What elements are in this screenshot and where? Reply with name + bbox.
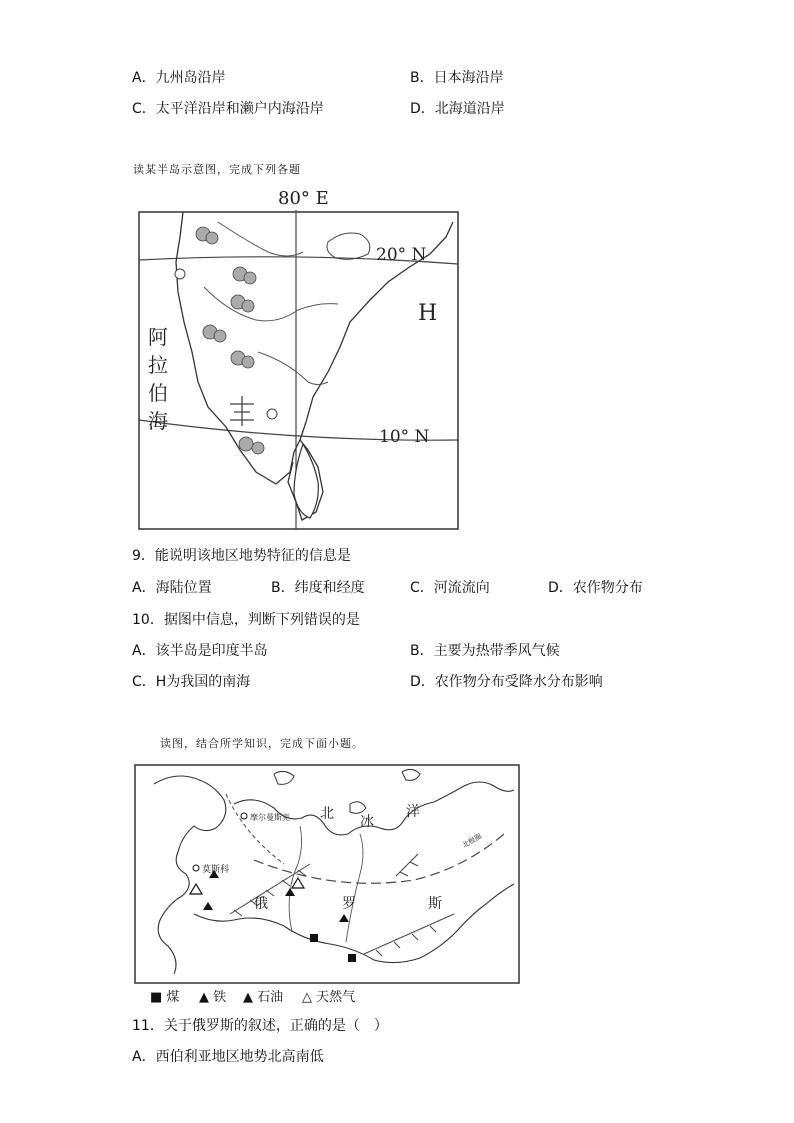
legend-iron: ▲ 铁 <box>199 990 227 1005</box>
label-80e: 80° E <box>278 188 329 209</box>
label-luo: 罗 <box>342 896 356 912</box>
group1-intro: 读某半岛示意图，完成下列各题 <box>133 163 301 176</box>
russia-map-frame <box>135 765 519 983</box>
prev-option-c: C．太平洋沿岸和濑户内海沿岸 <box>132 101 324 117</box>
label-yang: 洋 <box>406 804 420 820</box>
label-murmansk: 摩尔曼斯克 <box>250 813 290 822</box>
label-10n: 10° N <box>379 427 430 447</box>
city-circle-2 <box>267 409 277 419</box>
q9-option-d: D．农作物分布 <box>548 580 643 596</box>
label-bei: 北 <box>320 806 334 822</box>
q9-option-a: A．海陆位置 <box>132 580 212 596</box>
label-sea-1: 阿 <box>148 325 168 349</box>
group2-intro: 读图，结合所学知识，完成下面小题。 <box>160 737 364 750</box>
prev-option-a: A．九州岛沿岸 <box>132 70 226 86</box>
q9-option-c: C．河流流向 <box>410 580 490 596</box>
murmansk-dot <box>241 813 247 819</box>
prev-option-b: B．日本海沿岸 <box>410 70 504 86</box>
label-20n: 20° N <box>376 245 427 265</box>
q10-option-d: D．农作物分布受降水分布影响 <box>410 674 603 690</box>
label-h: H <box>418 301 438 326</box>
prev-option-d: D．北海道沿岸 <box>410 101 505 117</box>
q9-option-b: B．纬度和经度 <box>271 580 365 596</box>
q10-option-c: C．H为我国的南海 <box>132 674 251 690</box>
coal-symbol-1 <box>310 934 318 942</box>
label-arctic-circle: 北极圈 <box>461 832 484 850</box>
label-sea-2: 拉 <box>148 353 168 377</box>
q10-option-a: A．该半岛是印度半岛 <box>132 643 268 659</box>
label-sea-3: 伯 <box>148 381 168 405</box>
q9-stem: 9．能说明该地区地势特征的信息是 <box>132 548 351 564</box>
label-sea-4: 海 <box>148 409 168 433</box>
city-circle-1 <box>175 269 185 279</box>
legend-gas: △ 天然气 <box>302 990 356 1005</box>
q11-option-a: A．西伯利亚地区地势北高南低 <box>132 1049 324 1065</box>
label-si: 斯 <box>428 896 442 912</box>
label-e: 俄 <box>254 896 268 912</box>
legend-coal: ■ 煤 <box>150 990 180 1005</box>
moscow-dot <box>193 865 199 871</box>
label-moscow: 莫斯科 <box>202 865 230 875</box>
coal-symbol-2 <box>348 954 356 962</box>
peninsula-map <box>138 182 460 530</box>
russia-map <box>134 764 520 984</box>
label-bing: 冰 <box>360 814 374 830</box>
q10-option-b: B．主要为热带季风气候 <box>410 643 560 659</box>
q11-stem: 11．关于俄罗斯的叙述，正确的是（ ） <box>132 1018 388 1034</box>
legend-oil: ▲ 石油 <box>243 990 284 1005</box>
q10-stem: 10．据图中信息，判断下列错误的是 <box>132 612 360 628</box>
